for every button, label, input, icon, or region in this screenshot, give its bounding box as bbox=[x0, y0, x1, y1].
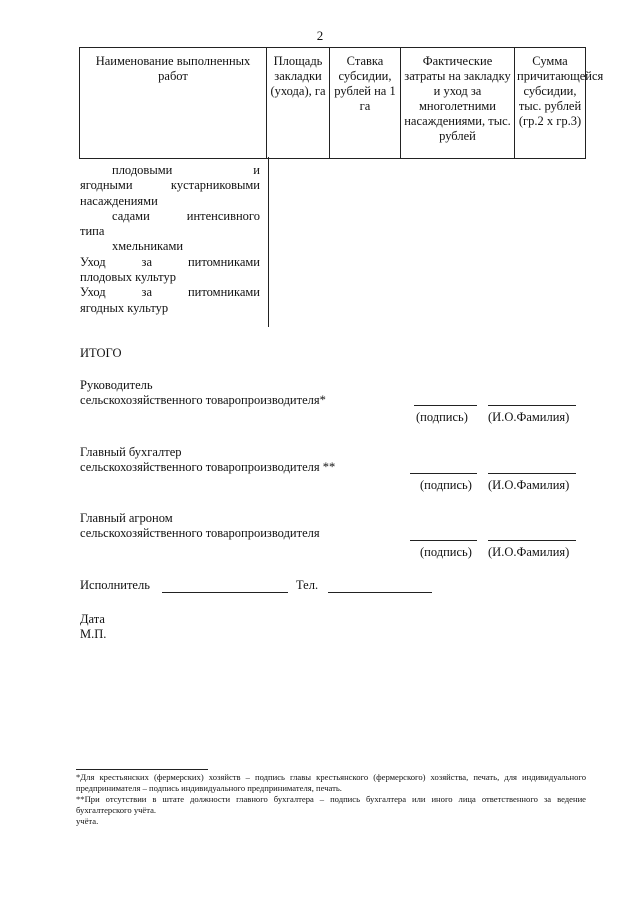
name-line[interactable] bbox=[488, 473, 576, 474]
executor-label: Исполнитель bbox=[80, 578, 150, 592]
table-row: хмельниками bbox=[112, 239, 184, 254]
date-label: Дата bbox=[80, 612, 105, 626]
table-column-divider bbox=[268, 157, 269, 327]
signature-line[interactable] bbox=[410, 540, 477, 541]
signature-role: Главный агроном bbox=[80, 511, 173, 525]
header-actual-costs: Фактические затраты на закладку и уход за многолетними насаждениями, тыс. рублей bbox=[401, 48, 515, 159]
signature-caption: (подпись) bbox=[420, 545, 472, 559]
header-rate: Ставка субсидии, рублей на 1 га bbox=[330, 48, 401, 159]
name-caption: (И.О.Фамилия) bbox=[488, 410, 570, 424]
footnote-1: *Для крестьянских (фермерских) хозяйств – подпись главы крестьянского (фермерского) хозяйства, печать, для индивидуального предпринимателя – подпись индивидуального предпринимателя, печать. bbox=[76, 772, 586, 793]
footnote-divider bbox=[76, 769, 208, 770]
footnotes bbox=[76, 772, 586, 827]
name-caption: (И.О.Фамилия) bbox=[488, 545, 570, 559]
name-line[interactable] bbox=[488, 540, 576, 541]
phone-label: Тел. bbox=[296, 578, 319, 592]
signature-org: сельскохозяйственного товаропроизводителя bbox=[80, 526, 320, 540]
signature-chief-agronomist bbox=[80, 511, 320, 541]
signature-role: Руководитель bbox=[80, 378, 153, 392]
signature-role: Главный бухгалтер bbox=[80, 445, 182, 459]
table-row: ягодных культур bbox=[80, 300, 169, 315]
table-rows bbox=[80, 163, 260, 316]
footnote-2: **При отсутствии в штате должности главного бухгалтера – подпись бухгалтера или иного лица ответственного за ведение бухгалтерского учёта. bbox=[76, 794, 586, 815]
signature-chief-accountant bbox=[80, 445, 335, 475]
header-work-name: Наименование выполненных работ bbox=[80, 48, 267, 159]
table-row: Уход за питомниками bbox=[80, 285, 260, 300]
signature-org: сельскохозяйственного товаропроизводителя ** bbox=[80, 460, 336, 474]
signature-line[interactable] bbox=[414, 405, 477, 406]
name-caption: (И.О.Фамилия) bbox=[488, 478, 570, 492]
signature-head bbox=[80, 378, 326, 408]
name-line[interactable] bbox=[488, 405, 576, 406]
header-area: Площадь закладки (ухода), га bbox=[267, 48, 330, 159]
header-subsidy-sum: Сумма причитающейся субсидии, тыс. рублей (гр.2 х гр.3) bbox=[515, 48, 586, 159]
table-row: Уход за питомниками bbox=[80, 254, 260, 269]
table-row: насаждениями bbox=[80, 193, 158, 208]
executor-line[interactable] bbox=[162, 592, 288, 593]
signature-caption: (подпись) bbox=[420, 478, 472, 492]
table-row: типа bbox=[80, 224, 105, 239]
stamp-label: М.П. bbox=[80, 627, 107, 641]
page-number: 2 bbox=[316, 28, 324, 43]
table-row: плодовых культур bbox=[80, 270, 176, 285]
total-label: ИТОГО bbox=[80, 346, 122, 360]
table-row: ягодными кустарниковыми bbox=[80, 178, 260, 193]
phone-line[interactable] bbox=[328, 592, 432, 593]
date-stamp-block bbox=[80, 612, 106, 642]
signature-line[interactable] bbox=[410, 473, 477, 474]
table-row: садами интенсивного bbox=[112, 208, 260, 223]
subsidy-table-header bbox=[79, 47, 604, 159]
footnote-3: учёта. bbox=[76, 816, 99, 826]
signature-org: сельскохозяйственного товаропроизводителя* bbox=[80, 393, 326, 407]
table-row: плодовыми и bbox=[112, 163, 260, 177]
signature-caption: (подпись) bbox=[416, 410, 468, 424]
